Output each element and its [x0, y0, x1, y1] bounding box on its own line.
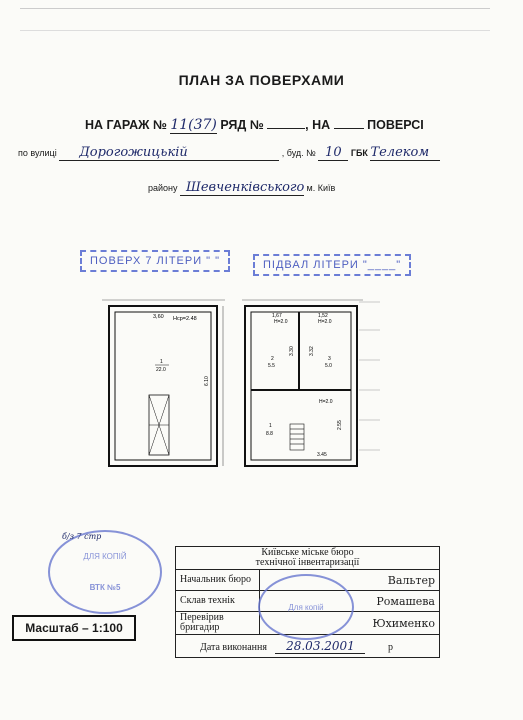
- bti-round-text: ДЛЯ КОПІЙ: [83, 552, 127, 561]
- garage-label: НА ГАРАЖ №: [85, 118, 167, 132]
- bureau-header-line1: Київське міське бюро: [261, 547, 354, 558]
- street-label: по вулиці: [18, 148, 57, 158]
- left-room-no: 1: [160, 359, 163, 365]
- room1-no: 1: [269, 423, 272, 429]
- street-line: [18, 145, 440, 161]
- district-value: Шевченківського: [180, 180, 304, 196]
- gbk-label: ГБК: [350, 148, 368, 158]
- stairs: [290, 424, 304, 450]
- name-cell: Ромашева: [260, 591, 440, 612]
- gbk-value: Телеком: [370, 145, 440, 161]
- bti-round-text-2: ВТК №5: [89, 583, 121, 592]
- room1-area: 8.8: [266, 431, 273, 437]
- left-room-area: 22.0: [156, 367, 166, 373]
- left-side-label: 6.10: [204, 376, 210, 386]
- floor-value: [334, 128, 364, 129]
- table-round-text: Для копій: [288, 602, 324, 612]
- bud-label: , буд. №: [281, 148, 316, 158]
- room2-area: 5.5: [268, 363, 275, 369]
- district-label: району: [148, 183, 178, 193]
- basement-stamp: ПІДВАЛ ЛІТЕРИ "____": [253, 254, 411, 276]
- room3-no: 3: [328, 356, 331, 362]
- table-round-stamp: [258, 574, 354, 640]
- hand-note: б/з 7 стр: [62, 532, 102, 541]
- right-plan-outline: [245, 306, 357, 466]
- row-label: РЯД №: [220, 118, 264, 132]
- city-label: м. Київ: [306, 183, 336, 193]
- floor-suffix: ПОВЕРСІ: [367, 118, 424, 132]
- dim-332: 3.32: [309, 346, 315, 356]
- right-h-mid: Н=2.0: [319, 399, 333, 405]
- name-cell: Юхименко: [260, 612, 440, 635]
- date-value: 28.03.2001: [275, 639, 365, 654]
- dim-330: 3.30: [289, 346, 295, 356]
- date-label: Дата виконання: [200, 641, 267, 653]
- role-cell: Склав технік: [176, 591, 260, 612]
- top-rule: [20, 8, 490, 9]
- role-cell: Начальник бюро: [176, 570, 260, 591]
- right-r1-width: 1,67: [272, 313, 282, 319]
- top-rule-2: [20, 30, 490, 31]
- floor-stamp: ПОВЕРХ 7 ЛІТЕРИ " ": [80, 250, 230, 272]
- left-width-label: 3,60: [153, 314, 164, 320]
- row-value: [267, 128, 305, 129]
- bud-value: 10: [318, 145, 348, 161]
- garage-number: 11(37): [170, 117, 217, 133]
- page-title: ПЛАН ЗА ПОВЕРХАМИ: [178, 72, 345, 88]
- name-cell: Вальтер: [260, 570, 440, 591]
- right-r1-h: Н=2.0: [274, 319, 288, 325]
- bureau-header-line2: технічної інвентаризації: [255, 557, 360, 568]
- floor-label: , НА: [305, 118, 331, 132]
- room3-area: 5.0: [325, 363, 332, 369]
- date-suffix: р: [387, 641, 393, 653]
- scale-box: Масштаб – 1:100: [12, 615, 136, 641]
- street-value: Дорогожицькій: [59, 145, 279, 161]
- left-plan-inner: [115, 312, 211, 460]
- role-cell: Перевірив бригадир: [176, 612, 260, 635]
- left-height-label: Нср=2.48: [173, 316, 197, 322]
- right-r2-width: 1,52: [318, 313, 328, 319]
- bottom-width: 3.45: [317, 452, 327, 458]
- left-plan-outline: [109, 306, 217, 466]
- dim-255: 2.55: [337, 420, 343, 430]
- district-line: [148, 180, 335, 196]
- garage-line: [85, 117, 424, 133]
- right-plan-inner: [251, 312, 351, 460]
- bti-round-stamp: [48, 530, 162, 614]
- floor-plans: [95, 290, 380, 480]
- right-r2-h: Н=2.0: [318, 319, 332, 325]
- room2-no: 2: [271, 356, 274, 362]
- bureau-header: [176, 547, 440, 570]
